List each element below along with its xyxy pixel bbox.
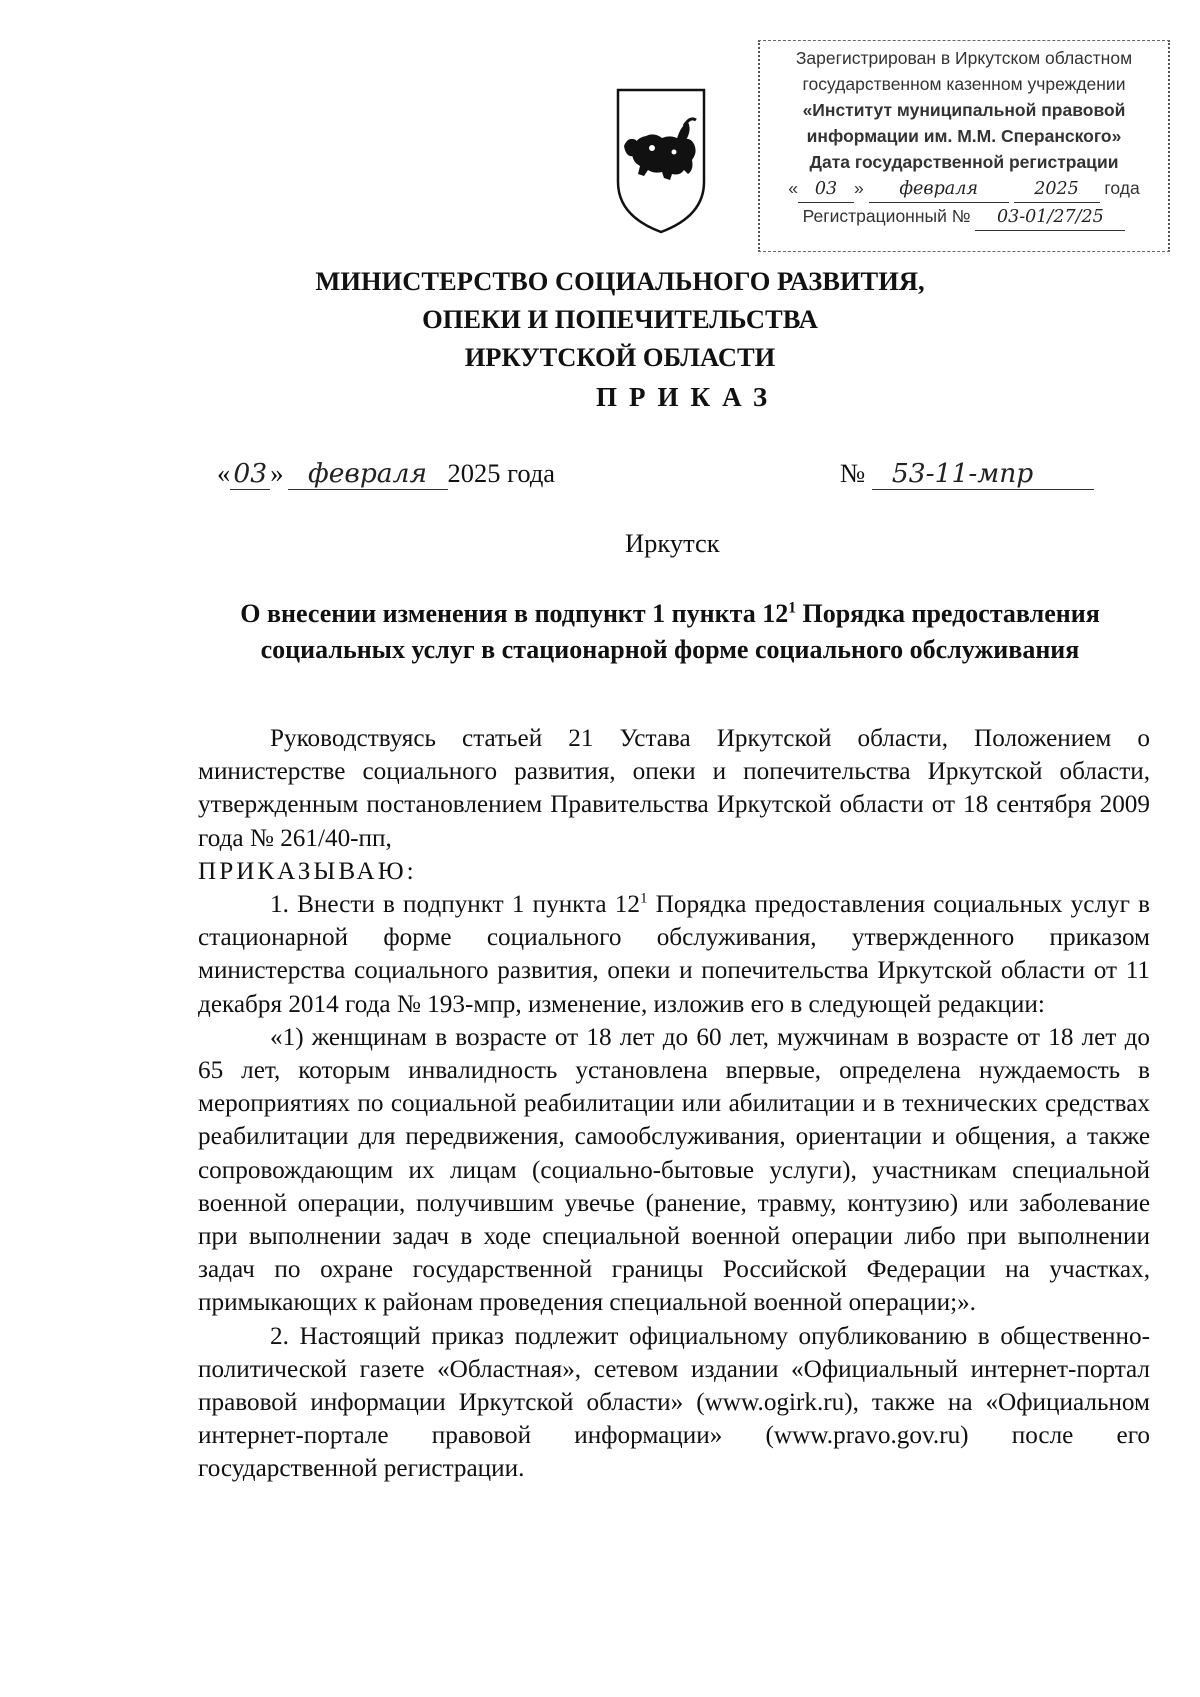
ministry-heading <box>0 262 1200 376</box>
order-number-label: № <box>840 458 866 488</box>
document-body <box>198 722 1150 1486</box>
stamp-line-4: информации им. М.М. Сперанского» <box>806 126 1122 146</box>
item-1-paragraph: 1. Внести в подпункт 1 пункта $12^1$ Порядка предоставления социальных услуг в стационарной форме социального обслуживания, утвержденного приказом министерства социального развития, опеки и попечительства Иркутской области от 11 декабря 2014 года № 193-мпр, изменение, изложив его в следующей редакции: <box>198 890 1150 1018</box>
order-date: « 03 » февраля 2025 года <box>217 458 556 489</box>
stamp-date-row: « 03 » февраля 2025 года <box>760 175 1168 203</box>
stamp-reg-label: Регистрационный № <box>802 206 971 226</box>
ministry-line-1: МИНИСТЕРСТВО СОЦИАЛЬНОГО РАЗВИТИЯ, <box>315 266 925 296</box>
item-1-quote-paragraph: «1) женщинам в возрасте от 18 лет до 60 лет, мужчинам в возрасте от 18 лет до 65 лет, которым инвалидность установлена впервые, определена нуждаемость в мероприятиях по социальной реабилитации или абилитации и в технических средствах реабилитации для передвижения, самообслуживания, ориентации и общения, а также сопровождающим их лицам (социально-бытовые услуги), участникам специальной военной операции, получившим увечье (ранение, травму, контузию) или заболевание при выполнении задач в ходе специальной военной операции либо при выполнении задач по охране государственной границы Российской Федерации на участках, примыкающих к районам проведения специальной военной операции;». <box>198 1023 1150 1317</box>
order-date-month: февраля <box>288 458 448 490</box>
item-2-paragraph: 2. Настоящий приказ подлежит официальному опубликованию в общественно-политической газете «Областная», сетевом издании «Официальный интернет-портал правовой информации Иркутской области» (www.ogirk.ru), также на «Официальном интернет-портале правовой информации» (www.pravo.gov.ru) после его государственной регистрации. <box>198 1322 1150 1483</box>
order-date-day: 03 <box>230 458 270 490</box>
title-line-1: О внесении изменения в подпункт 1 пункта $12^1$ Порядка предоставления <box>240 599 1100 628</box>
coat-of-arms-emblem <box>614 86 708 236</box>
stamp-line-2: государственном казенном учреждении <box>802 74 1126 94</box>
stamp-line-3: «Институт муниципальной правовой <box>802 100 1126 120</box>
document-title <box>190 596 1150 668</box>
ministry-line-3: ИРКУТСКОЙ ОБЛАСТИ <box>464 342 776 372</box>
preamble-paragraph: Руководствуясь статьей 21 Устава Иркутской области, Положением о министерстве социального развития, опеки и попечительства Иркутской области, утвержденным постановлением Правительства Иркутской области от 18 сентября 2009 года № 261/40-пп, <box>198 725 1150 852</box>
title-line-2: социальных услуг в стационарной форме социального обслуживания <box>260 635 1080 664</box>
stamp-reg-row <box>760 203 1168 231</box>
stamp-date-month: февраля <box>869 176 1009 203</box>
city-name: Иркутск <box>625 528 720 558</box>
stamp-date-year: 2025 <box>1014 176 1100 203</box>
order-word: ПРИКАЗЫВАЮ: <box>198 857 417 885</box>
stamp-line-5: Дата государственной регистрации <box>809 152 1119 172</box>
registration-stamp <box>758 40 1170 252</box>
stamp-reg-number: 03-01/27/25 <box>975 204 1125 231</box>
document-type: ПРИКАЗ <box>596 382 780 412</box>
order-date-year: 2025 года <box>447 458 556 488</box>
ministry-line-2: ОПЕКИ И ПОПЕЧИТЕЛЬСТВА <box>422 304 818 334</box>
order-number <box>840 458 1094 490</box>
stamp-date-day: 03 <box>798 176 854 203</box>
stamp-date-suffix: года <box>1104 178 1140 198</box>
stamp-line-1: Зарегистрирован в Иркутском областном <box>795 48 1133 68</box>
order-number-value: 53-11-мпр <box>872 458 1094 490</box>
